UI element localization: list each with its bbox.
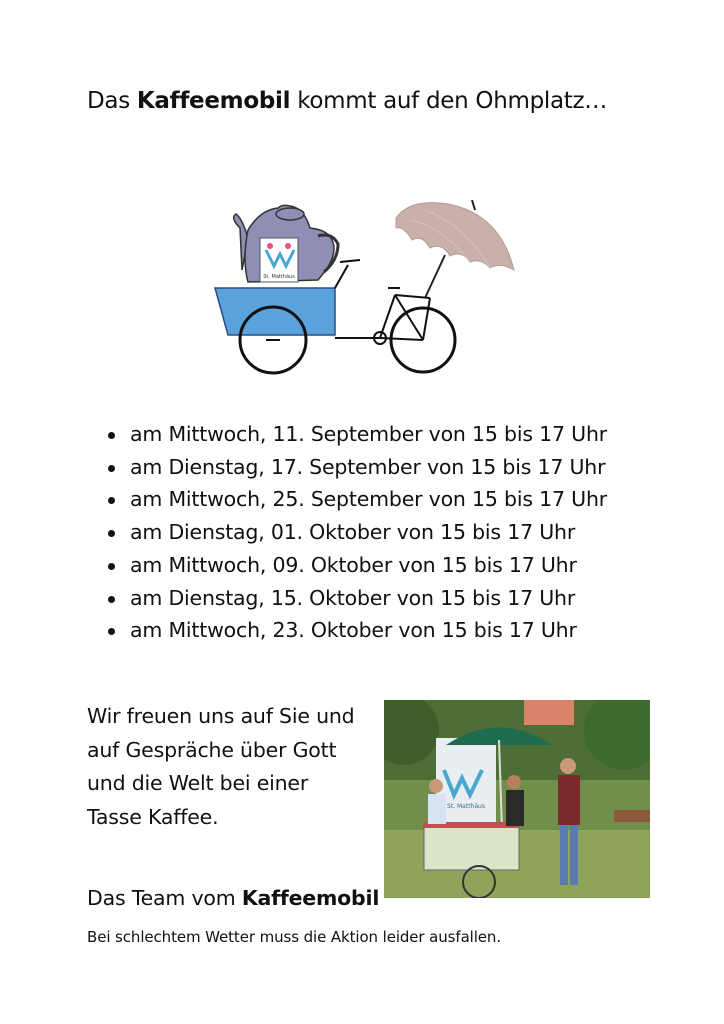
team-prefix: Das Team vom bbox=[87, 886, 236, 910]
page-title bbox=[87, 88, 607, 114]
date-item: am Dienstag, 01. Oktober von 15 bis 17 Uhr bbox=[108, 516, 607, 549]
cargo-bike-illustration bbox=[200, 170, 520, 385]
invitation-line: auf Gespräche über Gott bbox=[87, 737, 337, 762]
umbrella-icon bbox=[396, 200, 514, 298]
title-suffix: kommt auf den Ohmplatz… bbox=[297, 88, 607, 114]
team-brand: Kaffeemobil bbox=[241, 886, 380, 910]
title-prefix: Das bbox=[87, 88, 130, 114]
date-item: am Dienstag, 15. Oktober von 15 bis 17 Uhr bbox=[108, 582, 607, 615]
invitation-line: Wir freuen uns auf Sie und bbox=[87, 704, 355, 728]
coffee-pot-icon bbox=[234, 205, 338, 282]
weather-note: Bei schlechtem Wetter muss die Aktion leider ausfallen. bbox=[87, 928, 501, 946]
date-item: am Mittwoch, 23. Oktober von 15 bis 17 Uhr bbox=[108, 614, 607, 647]
date-item: am Dienstag, 17. September von 15 bis 17 Uhr bbox=[108, 451, 607, 484]
team-signature bbox=[87, 886, 379, 910]
invitation-line: Tasse Kaffee. bbox=[87, 804, 219, 829]
pot-logo-text: St. Matthäus bbox=[263, 274, 295, 280]
date-item: am Mittwoch, 11. September von 15 bis 17 Uhr bbox=[108, 418, 607, 451]
date-item: am Mittwoch, 25. September von 15 bis 17 Uhr bbox=[108, 483, 607, 516]
date-list bbox=[108, 418, 607, 647]
team-photo bbox=[384, 700, 650, 898]
invitation-line: und die Welt bei einer bbox=[87, 771, 309, 795]
invitation-text bbox=[87, 700, 355, 834]
date-item: am Mittwoch, 09. Oktober von 15 bis 17 Uhr bbox=[108, 549, 607, 582]
banner-text: St. Matthäus bbox=[447, 803, 485, 810]
title-brand: Kaffeemobil bbox=[136, 88, 291, 114]
